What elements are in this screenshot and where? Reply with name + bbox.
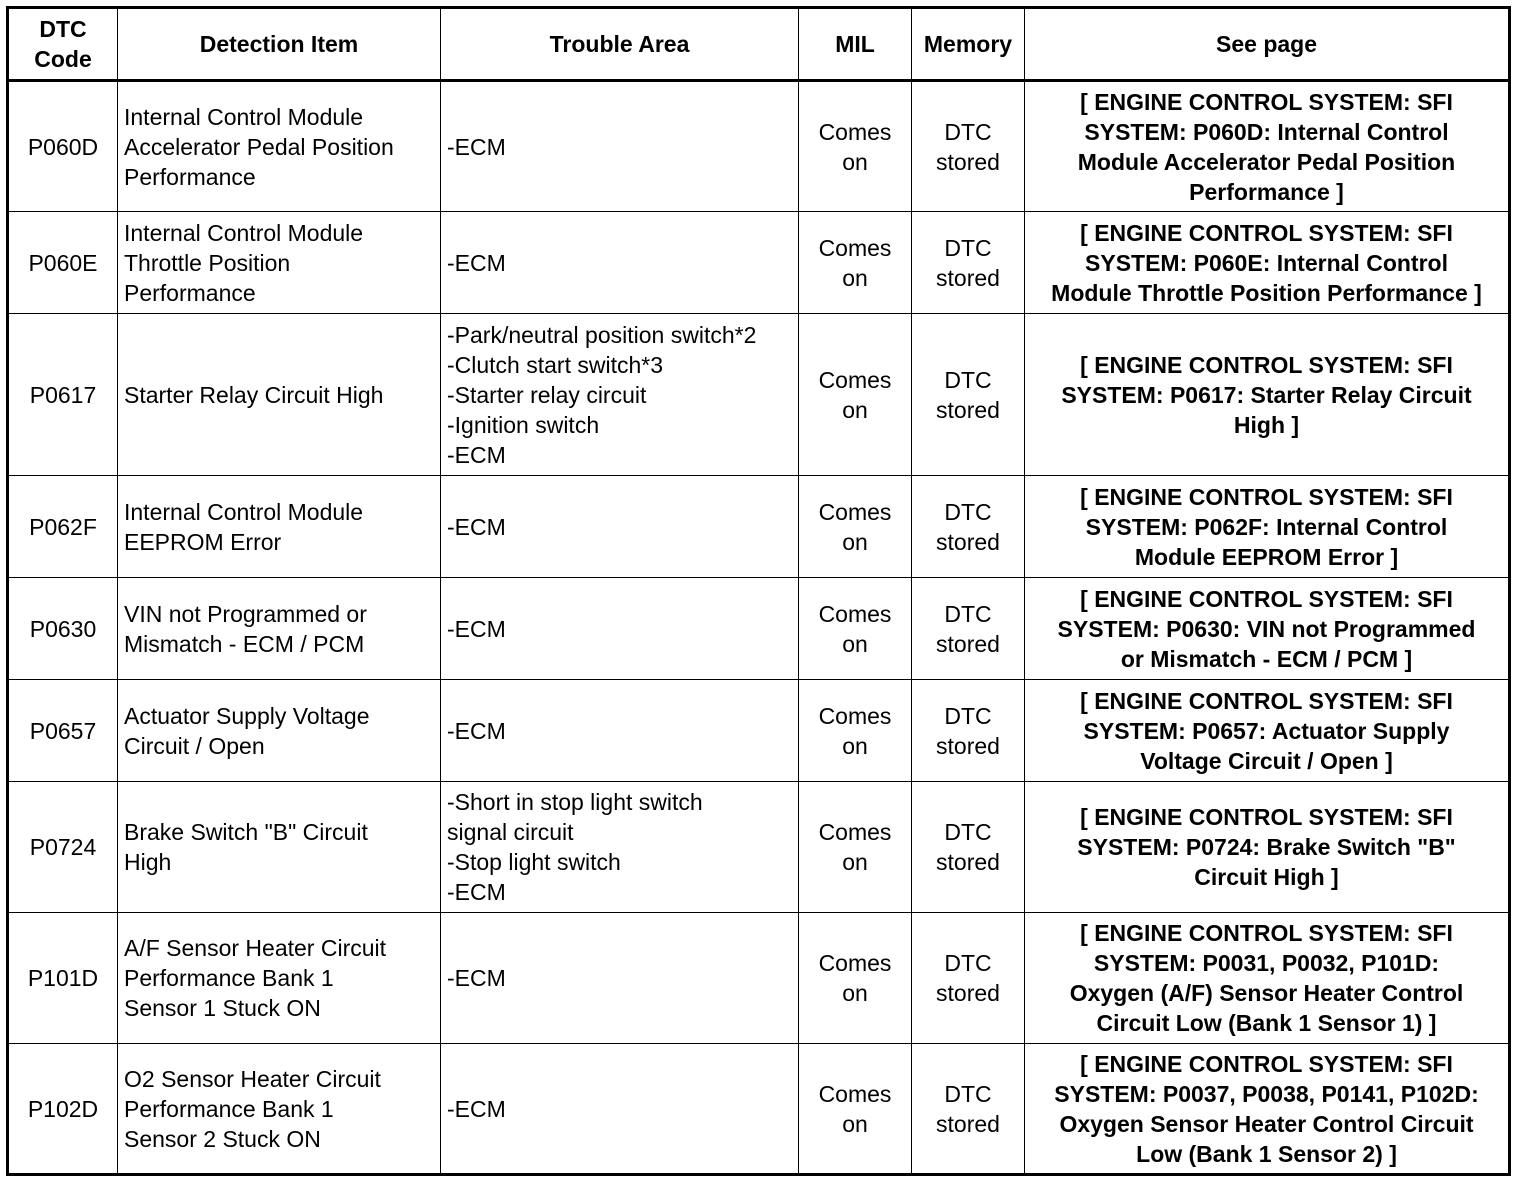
detection-item-cell: Brake Switch "B" Circuit High (118, 782, 441, 913)
trouble-area-cell (441, 680, 799, 782)
trouble-area-cell (441, 913, 799, 1044)
mil-cell: Comes on (799, 782, 912, 913)
dtc-table (6, 6, 1511, 1176)
see-page-cell: [ ENGINE CONTROL SYSTEM: SFI SYSTEM: P060E: Internal Control Module Throttle Position Performance ] (1025, 212, 1510, 314)
table-row (8, 913, 1510, 1044)
dtc-code-cell: P062F (8, 476, 118, 578)
mil-cell: Comes on (799, 81, 912, 212)
header-trouble-area: Trouble Area (441, 8, 799, 81)
table-row (8, 314, 1510, 476)
mil-cell: Comes on (799, 476, 912, 578)
memory-cell: DTC stored (912, 578, 1025, 680)
see-page-cell: [ ENGINE CONTROL SYSTEM: SFI SYSTEM: P0724: Brake Switch "B" Circuit High ] (1025, 782, 1510, 913)
dtc-code-cell: P102D (8, 1044, 118, 1175)
trouble-area-entry: -ECM (447, 965, 506, 991)
trouble-area-entry: -Short in stop light switch signal circuit (447, 789, 703, 845)
table-row (8, 680, 1510, 782)
detection-item-cell: A/F Sensor Heater Circuit Performance Bank 1 Sensor 1 Stuck ON (118, 913, 441, 1044)
trouble-area-entry: -ECM (447, 879, 506, 905)
header-row (8, 8, 1510, 81)
trouble-area-cell (441, 578, 799, 680)
detection-item-cell: Starter Relay Circuit High (118, 314, 441, 476)
detection-item-cell: Internal Control Module Accelerator Pedal Position Performance (118, 81, 441, 212)
mil-cell: Comes on (799, 913, 912, 1044)
detection-item-cell: Actuator Supply Voltage Circuit / Open (118, 680, 441, 782)
table-row (8, 1044, 1510, 1175)
trouble-area-cell (441, 476, 799, 578)
table-row (8, 212, 1510, 314)
trouble-area-entry: -Starter relay circuit (447, 381, 647, 408)
trouble-area-cell (441, 81, 799, 212)
trouble-area-entry: -ECM (447, 717, 506, 744)
memory-cell: DTC stored (912, 1044, 1025, 1175)
mil-cell: Comes on (799, 578, 912, 680)
trouble-area-entry: -ECM (447, 441, 506, 468)
trouble-area-entry: -ECM (447, 249, 506, 276)
trouble-area-entry: -ECM (447, 1095, 506, 1122)
detection-item-cell: O2 Sensor Heater Circuit Performance Bank 1 Sensor 2 Stuck ON (118, 1044, 441, 1175)
see-page-cell: [ ENGINE CONTROL SYSTEM: SFI SYSTEM: P0657: Actuator Supply Voltage Circuit / Open ] (1025, 680, 1510, 782)
header-mil: MIL (799, 8, 912, 81)
table-row (8, 81, 1510, 212)
mil-cell: Comes on (799, 1044, 912, 1175)
memory-cell: DTC stored (912, 212, 1025, 314)
trouble-area-entry: -ECM (447, 513, 506, 540)
dtc-code-cell: P060E (8, 212, 118, 314)
header-see-page: See page (1025, 8, 1510, 81)
trouble-area-cell (441, 782, 799, 913)
trouble-area-entry: -Ignition switch (447, 411, 600, 438)
memory-cell: DTC stored (912, 913, 1025, 1044)
header-memory: Memory (912, 8, 1025, 81)
memory-cell: DTC stored (912, 81, 1025, 212)
memory-cell: DTC stored (912, 782, 1025, 913)
mil-cell: Comes on (799, 680, 912, 782)
trouble-area-entry: -ECM (447, 615, 506, 642)
dtc-code-cell: P0630 (8, 578, 118, 680)
see-page-cell: [ ENGINE CONTROL SYSTEM: SFI SYSTEM: P0031, P0032, P101D: Oxygen (A/F) Sensor Heater Control Circuit Low (Bank 1 Sensor 1) ] (1025, 913, 1510, 1044)
header-detection-item: Detection Item (118, 8, 441, 81)
detection-item-cell: Internal Control Module Throttle Position Performance (118, 212, 441, 314)
table-row (8, 578, 1510, 680)
dtc-code-cell: P060D (8, 81, 118, 212)
see-page-cell: [ ENGINE CONTROL SYSTEM: SFI SYSTEM: P0037, P0038, P0141, P102D: Oxygen Sensor Heater Control Circuit Low (Bank 1 Sensor 2) ] (1025, 1044, 1510, 1175)
detection-item-cell: VIN not Programmed or Mismatch - ECM / PCM (118, 578, 441, 680)
trouble-area-entry: -Clutch start switch*3 (447, 351, 664, 378)
dtc-code-cell: P0657 (8, 680, 118, 782)
detection-item-cell: Internal Control Module EEPROM Error (118, 476, 441, 578)
dtc-code-cell: P101D (8, 913, 118, 1044)
mil-cell: Comes on (799, 212, 912, 314)
see-page-cell: [ ENGINE CONTROL SYSTEM: SFI SYSTEM: P0630: VIN not Programmed or Mismatch - ECM / PCM ] (1025, 578, 1510, 680)
table-row (8, 782, 1510, 913)
header-dtc-code: DTC Code (8, 8, 118, 81)
trouble-area-cell (441, 212, 799, 314)
see-page-cell: [ ENGINE CONTROL SYSTEM: SFI SYSTEM: P0617: Starter Relay Circuit High ] (1025, 314, 1510, 476)
dtc-code-cell: P0724 (8, 782, 118, 913)
mil-cell: Comes on (799, 314, 912, 476)
trouble-area-entry: -Park/neutral position switch*2 (447, 321, 757, 348)
trouble-area-cell (441, 314, 799, 476)
trouble-area-cell (441, 1044, 799, 1175)
see-page-cell: [ ENGINE CONTROL SYSTEM: SFI SYSTEM: P062F: Internal Control Module EEPROM Error ] (1025, 476, 1510, 578)
trouble-area-entry: -ECM (447, 133, 506, 160)
dtc-code-cell: P0617 (8, 314, 118, 476)
memory-cell: DTC stored (912, 314, 1025, 476)
table-row (8, 476, 1510, 578)
see-page-cell: [ ENGINE CONTROL SYSTEM: SFI SYSTEM: P060D: Internal Control Module Accelerator Pedal Position Performance ] (1025, 81, 1510, 212)
memory-cell: DTC stored (912, 476, 1025, 578)
trouble-area-entry: -Stop light switch (447, 849, 621, 875)
memory-cell: DTC stored (912, 680, 1025, 782)
